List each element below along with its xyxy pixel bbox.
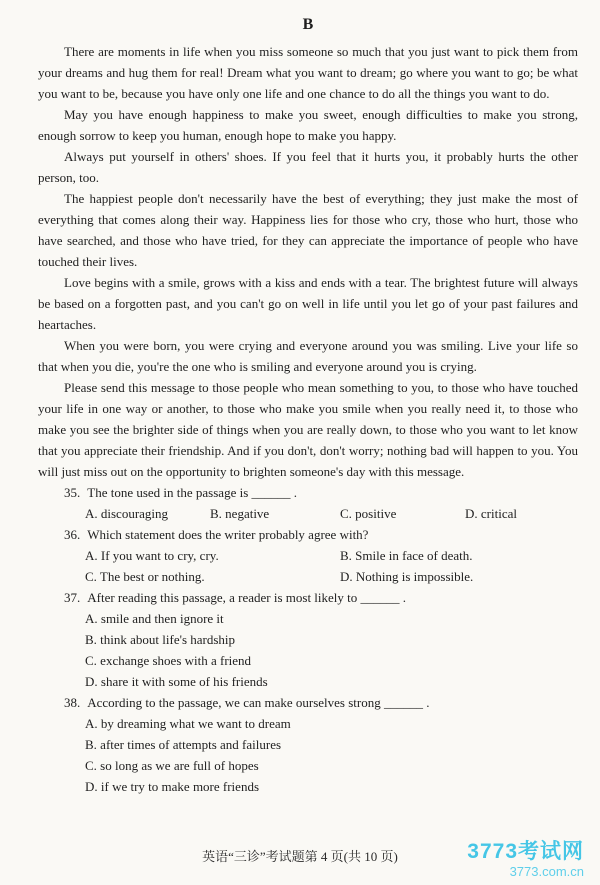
question-text: The tone used in the passage is ______ . (87, 485, 298, 500)
option-b: B. think about life's hardship (85, 632, 236, 647)
question-number: 37. (64, 590, 81, 605)
paragraph: Always put yourself in others' shoes. If you feel that it hurts you, it probably hurts the other person, too. (38, 149, 578, 185)
question-36 (38, 524, 578, 587)
option-a: A. If you want to cry, cry. (85, 548, 219, 563)
option-d: D. if we try to make more friends (85, 779, 260, 794)
question-number: 35. (64, 485, 81, 500)
option-a: A. discouraging (85, 506, 169, 521)
paragraph: There are moments in life when you miss someone so much that you just want to pick them from your dreams and hug them for real! Dream what you want to dream; go where you want to go; be what you want to be, because you have only one life and one chance to do all the things you want to do. (38, 44, 578, 101)
options-row (38, 503, 578, 524)
option-b: B. after times of attempts and failures (85, 737, 282, 752)
option-c: C. positive (340, 506, 397, 521)
page-footer: 英语“三诊”考试题第 4 页(共 10 页) (202, 849, 398, 864)
question-stem (38, 524, 578, 545)
question-text: After reading this passage, a reader is most likely to ______ . (87, 590, 407, 605)
watermark (467, 840, 584, 879)
paragraph: Love begins with a smile, grows with a kiss and ends with a tear. The brightest future will always be based on a forgotten past, and you can't go on well in life until you let go of your past failures and heartaches. (38, 275, 578, 332)
question-37 (38, 587, 578, 692)
question-number: 36. (64, 527, 81, 542)
option-b: B. Smile in face of death. (340, 548, 473, 563)
option-b: B. negative (210, 506, 270, 521)
options-list (38, 713, 578, 797)
paragraph: When you were born, you were crying and everyone around you was smiling. Live your life so that when you die, you're the one who is smiling and everyone around you is crying. (38, 338, 578, 374)
options-list (38, 608, 578, 692)
question-stem (38, 692, 578, 713)
option-c: C. so long as we are full of hopes (85, 758, 259, 773)
paragraph: May you have enough happiness to make you sweet, enough difficulties to make you strong, enough sorrow to keep you human, enough hope to make you happy. (38, 107, 578, 143)
option-a: A. smile and then ignore it (85, 611, 224, 626)
question-35 (38, 482, 578, 524)
option-d: D. Nothing is impossible. (340, 569, 474, 584)
paragraph: Please send this message to those people who mean something to you, to those who have touched your life in one way or another, to those who make you smile when you really need it, to those who make you see the brighter side of things when you are really down, to those who you want to let know that you appreciate their friendship. And if you don't, don't worry; nothing bad will happen to you. You will just miss out on the opportunity to brighten someone's day with this message. (38, 380, 578, 479)
watermark-site-url: 3773.com.cn (509, 863, 584, 879)
option-c: C. exchange shoes with a friend (85, 653, 252, 668)
options-grid (38, 545, 578, 587)
section-header: B (302, 16, 314, 33)
question-text: Which statement does the writer probably agree with? (87, 527, 369, 542)
option-d: D. share it with some of his friends (85, 674, 268, 689)
question-number: 38. (64, 695, 81, 710)
paragraph: The happiest people don't necessarily have the best of everything; they just make the most of everything that comes along their way. Happiness lies for those who cry, those who hurt, those who have searched, and those who have tried, for they can appreciate the importance of people who have touched their lives. (38, 191, 578, 269)
question-stem (38, 587, 578, 608)
option-d: D. critical (465, 506, 517, 521)
option-a: A. by dreaming what we want to dream (85, 716, 291, 731)
watermark-site-name: 3773考试网 (467, 839, 584, 863)
option-c: C. The best or nothing. (85, 569, 205, 584)
question-stem (38, 482, 578, 503)
question-38 (38, 692, 578, 797)
question-text: According to the passage, we can make ourselves strong ______ . (87, 695, 430, 710)
